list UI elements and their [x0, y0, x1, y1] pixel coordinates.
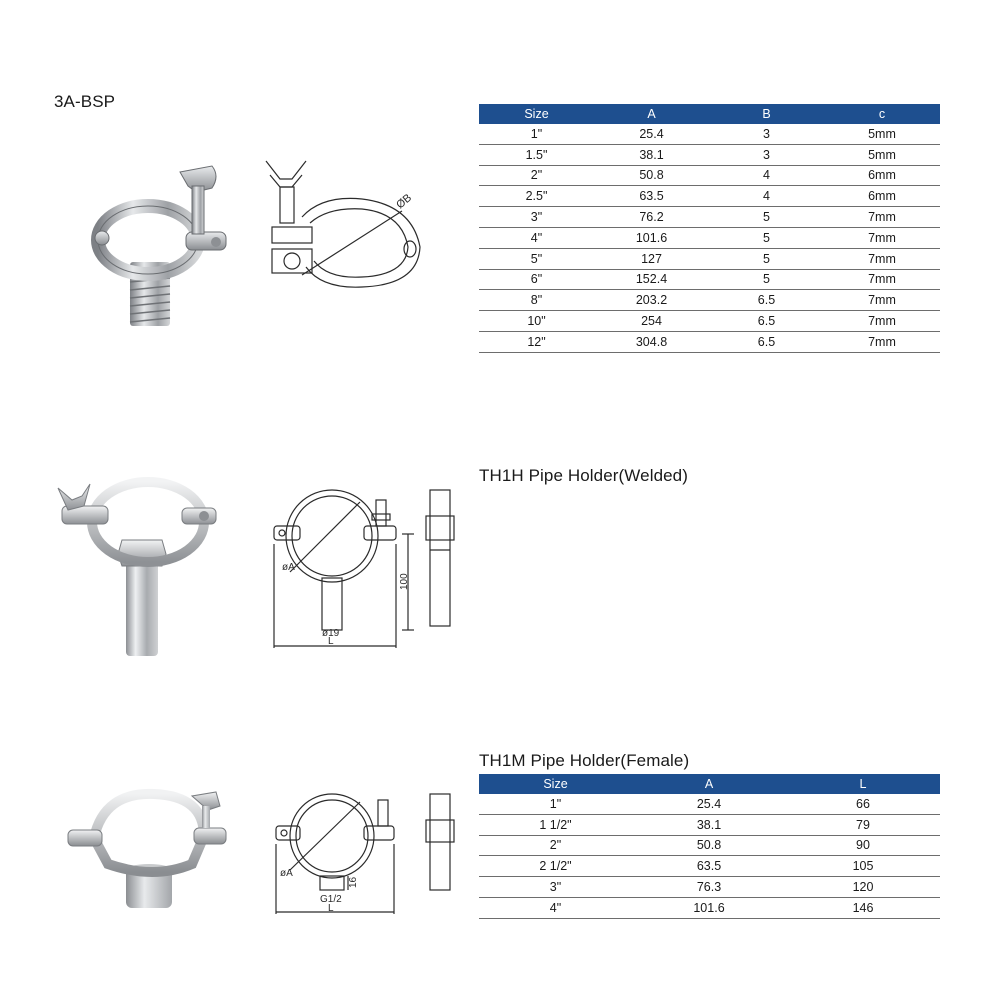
drawing-label-diameter-b: ØB: [394, 191, 415, 212]
table-row: [479, 227, 940, 248]
cell-size: 1.5": [479, 144, 594, 165]
cell-a: 152.4: [594, 269, 709, 290]
cell-l: 79: [786, 814, 940, 835]
cell-size: 12": [479, 331, 594, 352]
drawing-label-height: 100: [399, 573, 410, 590]
col-header-size: Size: [479, 104, 594, 124]
cell-size: 2": [479, 835, 632, 856]
table-header-row: [479, 104, 940, 124]
cell-size: 2.5": [479, 186, 594, 207]
cell-a: 63.5: [594, 186, 709, 207]
cell-a: 50.8: [632, 835, 786, 856]
cell-b: 4: [709, 165, 824, 186]
clamp-bsp-photo: [88, 162, 238, 334]
cell-a: 101.6: [594, 227, 709, 248]
cell-l: 105: [786, 856, 940, 877]
cell-l: 146: [786, 897, 940, 918]
female-holder-drawing: [268, 790, 468, 918]
cell-a: 38.1: [632, 814, 786, 835]
cell-c: 7mm: [824, 331, 940, 352]
col-header-l: L: [786, 774, 940, 794]
cell-l: 120: [786, 877, 940, 898]
table-row: [479, 124, 940, 144]
cell-b: 5: [709, 227, 824, 248]
drawing-label-diameter-a: øA: [280, 868, 293, 879]
drawing-label-height: 16: [348, 876, 359, 888]
cell-a: 203.2: [594, 290, 709, 311]
cell-size: 1 1/2": [479, 814, 632, 835]
table-row: [479, 856, 940, 877]
drawing-label-diameter-a: øA: [282, 562, 295, 573]
table-row: [479, 269, 940, 290]
cell-l: 66: [786, 794, 940, 814]
col-header-c: c: [824, 104, 940, 124]
cell-c: 6mm: [824, 165, 940, 186]
welded-holder-drawing: [268, 486, 468, 654]
cell-b: 6.5: [709, 290, 824, 311]
cell-a: 254: [594, 311, 709, 332]
spec-table-th1m: [479, 774, 940, 919]
female-pipe-holder-photo: [64, 786, 228, 912]
cell-l: 90: [786, 835, 940, 856]
cell-size: 4": [479, 227, 594, 248]
cell-size: 10": [479, 311, 594, 332]
cell-a: 25.4: [594, 124, 709, 144]
cell-a: 76.2: [594, 207, 709, 228]
table-row: [479, 207, 940, 228]
cell-size: 2": [479, 165, 594, 186]
welded-pipe-holder-photo: [54, 470, 222, 660]
cell-a: 101.6: [632, 897, 786, 918]
cell-b: 5: [709, 207, 824, 228]
section-title-th1h: TH1H Pipe Holder(Welded): [479, 466, 688, 485]
cell-size: 6": [479, 269, 594, 290]
col-header-a: A: [594, 104, 709, 124]
cell-a: 38.1: [594, 144, 709, 165]
spec-table-3a-bsp: [479, 104, 940, 353]
table-row: [479, 331, 940, 352]
table-row: [479, 814, 940, 835]
cell-b: 3: [709, 144, 824, 165]
cell-c: 7mm: [824, 311, 940, 332]
table-row: [479, 290, 940, 311]
cell-a: 63.5: [632, 856, 786, 877]
cell-b: 3: [709, 124, 824, 144]
table-row: [479, 897, 940, 918]
cell-c: 6mm: [824, 186, 940, 207]
cell-size: 2 1/2": [479, 856, 632, 877]
cell-a: 304.8: [594, 331, 709, 352]
cell-c: 5mm: [824, 144, 940, 165]
table-row: [479, 877, 940, 898]
cell-b: 4: [709, 186, 824, 207]
drawing-label-thread: G1/2: [320, 894, 342, 905]
drawing-label-length: L: [328, 903, 334, 914]
table-header-row: [479, 774, 940, 794]
cell-c: 7mm: [824, 227, 940, 248]
table-row: [479, 144, 940, 165]
section-title-3a-bsp: 3A-BSP: [54, 92, 116, 111]
cell-b: 6.5: [709, 311, 824, 332]
drawing-label-length: L: [328, 636, 334, 647]
cell-size: 3": [479, 207, 594, 228]
cell-b: 5: [709, 248, 824, 269]
section-title-th1m: TH1M Pipe Holder(Female): [479, 751, 690, 770]
col-header-b: B: [709, 104, 824, 124]
cell-a: 50.8: [594, 165, 709, 186]
col-header-a: A: [632, 774, 786, 794]
cell-b: 6.5: [709, 331, 824, 352]
cell-a: 127: [594, 248, 709, 269]
cell-size: 4": [479, 897, 632, 918]
cell-c: 7mm: [824, 269, 940, 290]
table-row: [479, 186, 940, 207]
cell-c: 7mm: [824, 290, 940, 311]
cell-a: 25.4: [632, 794, 786, 814]
cell-b: 5: [709, 269, 824, 290]
cell-size: 5": [479, 248, 594, 269]
cell-size: 1": [479, 794, 632, 814]
cell-c: 7mm: [824, 248, 940, 269]
table-row: [479, 835, 940, 856]
table-row: [479, 311, 940, 332]
clamp-technical-drawing: [262, 155, 440, 297]
table-row: [479, 794, 940, 814]
cell-size: 1": [479, 124, 594, 144]
col-header-size: Size: [479, 774, 632, 794]
cell-a: 76.3: [632, 877, 786, 898]
table-row: [479, 165, 940, 186]
cell-size: 3": [479, 877, 632, 898]
cell-size: 8": [479, 290, 594, 311]
drawing-label-stem: ø19: [322, 628, 340, 639]
table-row: [479, 248, 940, 269]
cell-c: 7mm: [824, 207, 940, 228]
cell-c: 5mm: [824, 124, 940, 144]
